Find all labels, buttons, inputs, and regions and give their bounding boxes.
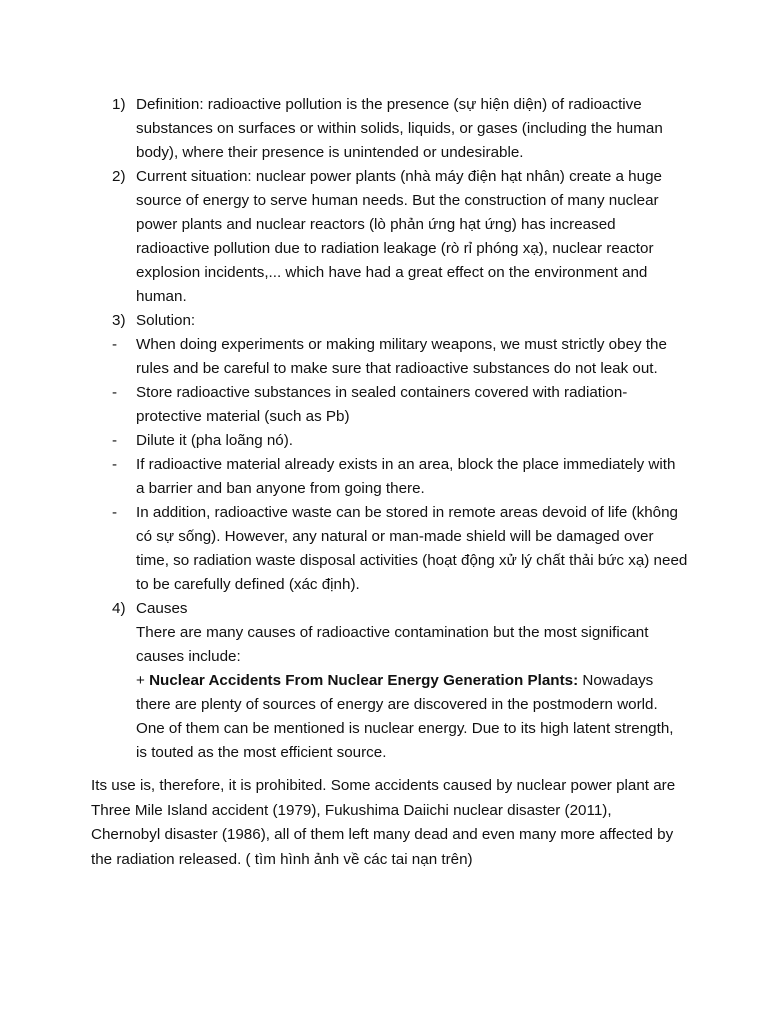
closing-paragraph: Its use is, therefore, it is prohibited. Some accidents caused by nuclear power plant are Three Mile Island accident (1979), Fukushima Daiichi nuclear disaster (2011), Chernobyl disaster (1986), all of them left many dead and even many more affected by the radiation released. ( tìm hình ảnh về các tai nạn trên) — [91, 777, 676, 868]
bullet-item-storage — [0, 381, 768, 429]
list-marker: 2) — [112, 168, 126, 185]
bullet-item-remote-storage — [0, 501, 768, 597]
bullet-item-experiments — [0, 333, 768, 381]
list-item-causes — [0, 597, 768, 621]
cause-heading: Nuclear Accidents From Nuclear Energy Generation Plants — [149, 672, 574, 689]
cause-nuclear-accidents — [0, 669, 768, 765]
bullet-marker: - — [112, 384, 118, 401]
list-item-text: Definition: radioactive pollution is the presence (sự hiện diện) of radioactive substances on surfaces or within solids, liquids, or gases (including the human body), where their presence is unintended or undesirable. — [136, 96, 663, 161]
causes-intro: There are many causes of radioactive contamination but the most significant causes include: — [136, 624, 649, 665]
bullet-marker: - — [112, 336, 118, 353]
document-body — [0, 93, 768, 872]
list-marker: 4) — [112, 600, 126, 617]
list-item-solution — [0, 309, 768, 333]
bullet-item-barrier — [0, 453, 768, 501]
cause-colon: : — [573, 672, 583, 689]
list-marker: 3) — [112, 312, 126, 329]
list-item-text: Current situation: nuclear power plants (nhà máy điện hạt nhân) create a huge source of energy to serve human needs. But the construction of many nuclear power plants and nuclear reactors (lò phản ứng hạt ứng) has increased radioactive pollution due to radiation leakage (rò rỉ phóng xạ), nuclear reactor explosion incidents,... which have had a great effect on the environment and human. — [136, 168, 662, 305]
cause-text: Nowadays there are plenty of sources of energy are discovered in the postmodern world. One of them can be mentioned is nuclear energy. Due to its high latent strength, is touted as the most efficient source. — [136, 672, 674, 761]
cause-prefix: + — [136, 672, 150, 689]
list-item-text: Solution: — [136, 312, 196, 329]
list-item-current-situation — [0, 165, 768, 309]
list-item-text: Causes — [136, 600, 188, 617]
bullet-item-text: In addition, radioactive waste can be stored in remote areas devoid of life (không có sự sống). However, any natural or man-made shield will be damaged over time, so radiation waste disposal activities (hoạt động xử lý chất thải bức xạ) need to be carefully defined (xác định). — [136, 504, 688, 593]
bullet-marker: - — [112, 432, 118, 449]
list-marker: 1) — [112, 96, 126, 113]
bullet-item-text: If radioactive material already exists in an area, block the place immediately with a barrier and ban anyone from going there. — [136, 456, 676, 497]
bullet-item-text: Store radioactive substances in sealed containers covered with radiation-protective material (such as Pb) — [136, 384, 628, 425]
bullet-item-dilute — [0, 429, 768, 453]
list-item-definition — [0, 93, 768, 165]
bullet-item-text: Dilute it (pha loãng nó). — [136, 432, 294, 449]
bullet-item-text: When doing experiments or making military weapons, we must strictly obey the rules and be careful to make sure that radioactive substances do not leak out. — [136, 336, 667, 377]
bullet-marker: - — [112, 456, 118, 473]
bullet-marker: - — [112, 504, 118, 521]
